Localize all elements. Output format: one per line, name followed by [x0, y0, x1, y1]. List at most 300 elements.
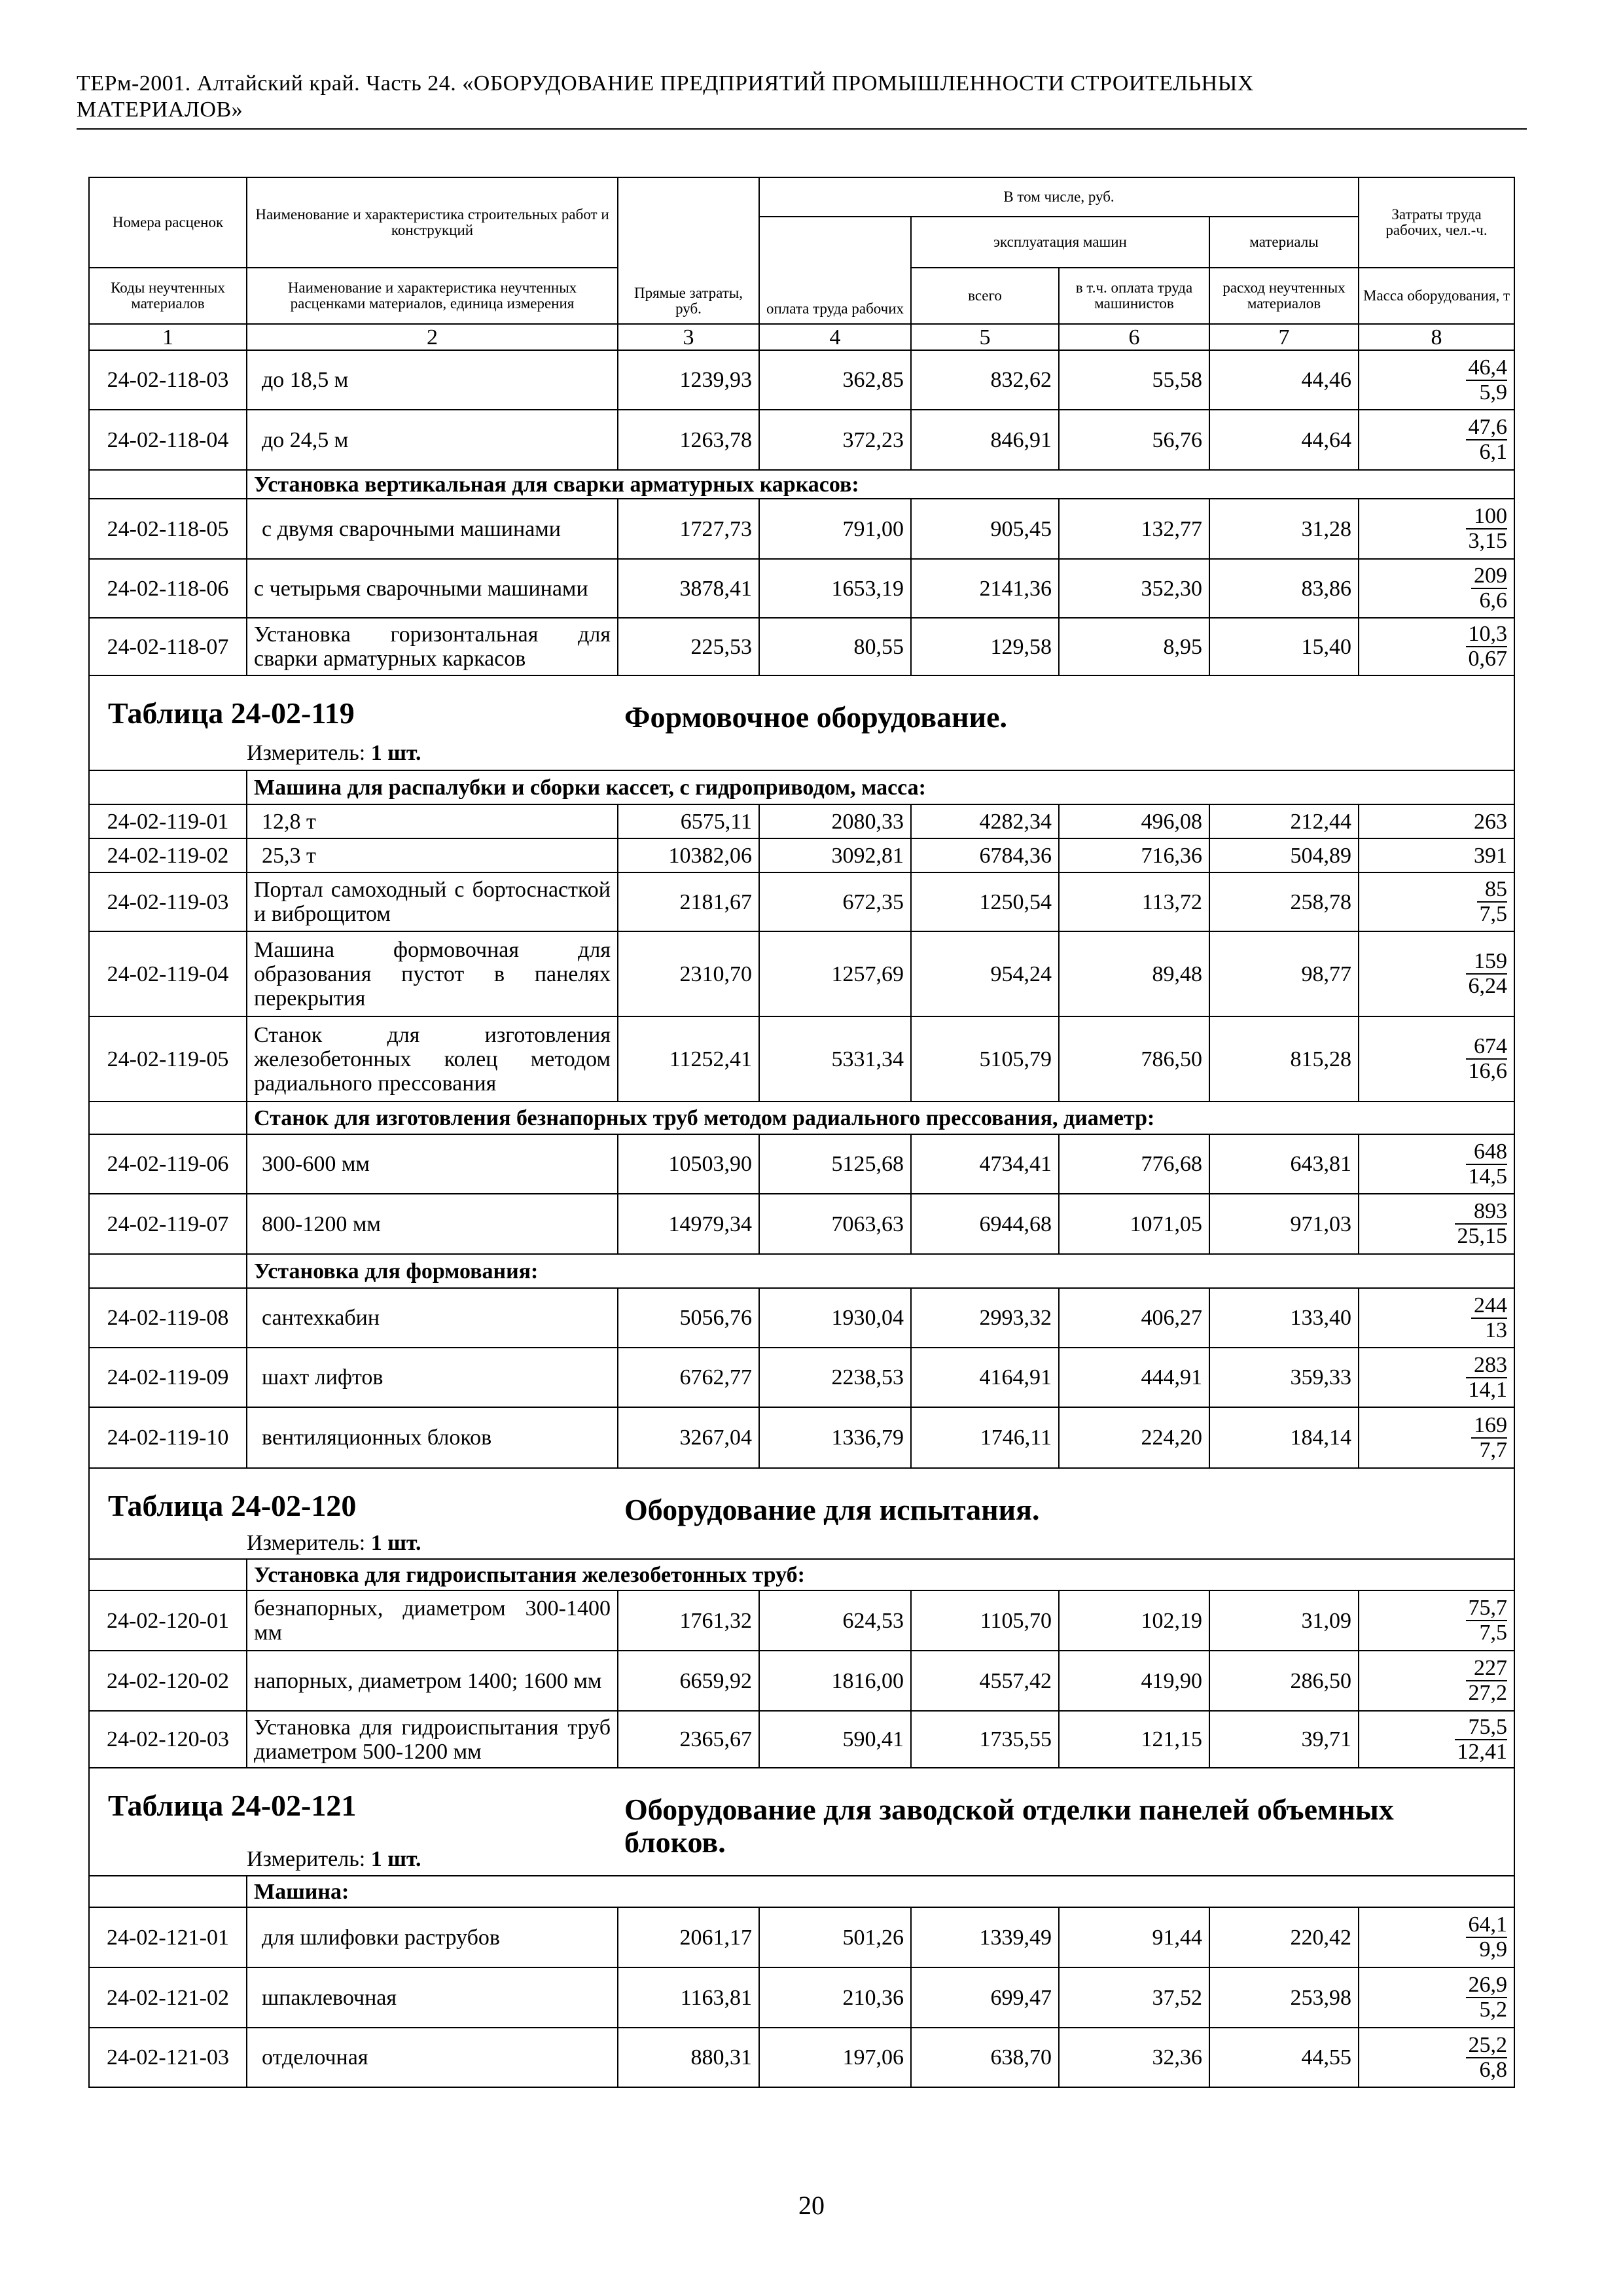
rate-name	[247, 1288, 618, 1348]
worker-pay: 197,06	[759, 2028, 911, 2087]
fraction	[1466, 416, 1508, 464]
labor-over-mass	[1359, 410, 1514, 470]
labor-over-mass	[1359, 1134, 1514, 1194]
table-heading-wrap	[90, 1469, 1514, 1528]
table-row	[89, 931, 1514, 1016]
rate-code: 24-02-119-09	[89, 1348, 247, 1407]
worker-pay: 2238,53	[759, 1348, 911, 1407]
equipment-mass: 7,7	[1479, 1437, 1508, 1462]
machine-total: 2141,36	[911, 559, 1059, 618]
fraction	[1466, 1354, 1508, 1402]
labor-costs: 159	[1466, 950, 1508, 975]
direct-cost: 14979,34	[618, 1194, 759, 1254]
machine-total: 4164,91	[911, 1348, 1059, 1407]
direct-cost: 1727,73	[618, 499, 759, 559]
labor-costs: 648	[1466, 1140, 1508, 1165]
materials-cost: 44,64	[1209, 410, 1359, 470]
table-row	[89, 618, 1514, 675]
fraction	[1466, 505, 1508, 553]
table-row	[89, 872, 1514, 931]
col-number: 2	[247, 324, 618, 350]
table-row	[89, 1407, 1514, 1468]
fraction	[1471, 1294, 1507, 1342]
driver-pay: 102,19	[1059, 1590, 1209, 1651]
rate-name	[247, 1348, 618, 1407]
direct-cost: 10503,90	[618, 1134, 759, 1194]
driver-pay: 55,58	[1059, 350, 1209, 410]
document-header	[77, 71, 1527, 123]
rate-code: 24-02-120-01	[89, 1590, 247, 1651]
worker-pay: 1930,04	[759, 1288, 911, 1348]
materials-cost: 286,50	[1209, 1651, 1359, 1711]
table-row	[89, 1348, 1514, 1407]
driver-pay: 121,15	[1059, 1711, 1209, 1768]
machine-total: 2993,32	[911, 1288, 1059, 1348]
table-heading-row	[89, 1468, 1514, 1528]
table-title: Оборудование для заводской отделки панелей объемных блоков.	[624, 1793, 1394, 1859]
rate-name-text: Установка для гидроиспытания труб диаметром 500-1200 мм	[254, 1715, 611, 1764]
rate-name-text: 12,8 т	[262, 809, 316, 834]
labor-costs: 25,2	[1466, 2034, 1508, 2058]
worker-pay: 1257,69	[759, 931, 911, 1016]
equipment-mass: 14,5	[1468, 1164, 1508, 1189]
labor-costs: 169	[1471, 1414, 1507, 1439]
materials-cost: 359,33	[1209, 1348, 1359, 1407]
table-row	[89, 1967, 1514, 2028]
direct-cost: 6659,92	[618, 1651, 759, 1711]
materials-cost: 971,03	[1209, 1194, 1359, 1254]
rate-name-text: 800-1200 мм	[262, 1211, 381, 1236]
rate-name	[247, 1194, 618, 1254]
direct-cost: 225,53	[618, 618, 759, 675]
direct-cost: 1163,81	[618, 1967, 759, 2028]
worker-pay: 1816,00	[759, 1651, 911, 1711]
rate-code: 24-02-118-06	[89, 559, 247, 618]
table-row	[89, 2028, 1514, 2087]
labor-over-mass	[1359, 1590, 1514, 1651]
rate-name-text: сантехкабин	[262, 1306, 380, 1330]
driver-pay: 776,68	[1059, 1134, 1209, 1194]
table-row	[89, 1711, 1514, 1768]
table-heading	[89, 675, 1514, 736]
rate-code: 24-02-121-03	[89, 2028, 247, 2087]
subheading-blank	[89, 1254, 247, 1288]
machine-total: 1250,54	[911, 872, 1059, 931]
measure-label: Измеритель:	[247, 1531, 366, 1555]
table-row	[89, 1194, 1514, 1254]
table-row	[89, 499, 1514, 559]
fraction	[1466, 1035, 1508, 1083]
equipment-mass: 12,41	[1457, 1739, 1508, 1764]
labor-over-mass	[1359, 559, 1514, 618]
equipment-mass: 0,67	[1468, 647, 1508, 671]
labor-costs: 674	[1466, 1035, 1508, 1060]
rate-code: 24-02-119-05	[89, 1016, 247, 1102]
machine-total: 1339,49	[911, 1907, 1059, 1967]
col-unaccounted-consumption: расход неучтенных материалов	[1209, 268, 1359, 324]
materials-cost: 15,40	[1209, 618, 1359, 675]
machine-total: 4282,34	[911, 804, 1059, 838]
worker-pay: 590,41	[759, 1711, 911, 1768]
labor-over-mass	[1359, 1016, 1514, 1102]
direct-cost: 1263,78	[618, 410, 759, 470]
measure-value: 1 шт.	[370, 741, 421, 765]
labor-costs: 85	[1477, 878, 1508, 903]
subheading-blank	[89, 470, 247, 499]
labor-costs: 64,1	[1466, 1913, 1508, 1938]
col-materials: материалы	[1209, 217, 1359, 268]
subheading: Машина для распалубки и сборки кассет, с гидроприводом, масса:	[247, 770, 1514, 804]
driver-pay: 444,91	[1059, 1348, 1209, 1407]
subheading-blank	[89, 1559, 247, 1590]
rate-code: 24-02-120-02	[89, 1651, 247, 1711]
labor-over-mass	[1359, 1348, 1514, 1407]
labor-costs: 227	[1466, 1657, 1508, 1681]
rate-name-text: Установка горизонтальная для сварки арматурных каркасов	[254, 622, 611, 671]
col-incl-driver-pay: в т.ч. оплата труда машинистов	[1059, 268, 1209, 324]
machine-total: 699,47	[911, 1967, 1059, 2028]
direct-cost: 10382,06	[618, 838, 759, 872]
subheading-row	[89, 1876, 1514, 1907]
table-row	[89, 1134, 1514, 1194]
fraction	[1466, 1973, 1508, 2022]
labor-costs: 47,6	[1466, 416, 1508, 440]
driver-pay: 406,27	[1059, 1288, 1209, 1348]
rate-name-text: с четырьмя сварочными машинами	[254, 576, 588, 601]
machine-total: 4734,41	[911, 1134, 1059, 1194]
rate-code: 24-02-119-01	[89, 804, 247, 838]
machine-total: 846,91	[911, 410, 1059, 470]
equipment-mass: 6,1	[1479, 440, 1508, 464]
rate-code: 24-02-119-02	[89, 838, 247, 872]
subheading: Установка для гидроиспытания железобетонных труб:	[247, 1559, 1514, 1590]
rate-name	[247, 559, 618, 618]
equipment-mass: 6,8	[1479, 2057, 1508, 2082]
subheading-blank	[89, 1102, 247, 1134]
subheading: Станок для изготовления безнапорных труб методом радиального прессования, диаметр:	[247, 1102, 1514, 1134]
rate-name-text: Машина формовочная для образования пустот в панелях перекрытия	[254, 937, 611, 1011]
table-title: Оборудование для испытания.	[624, 1493, 1040, 1526]
rate-name	[247, 499, 618, 559]
materials-cost: 258,78	[1209, 872, 1359, 931]
worker-pay: 5331,34	[759, 1016, 911, 1102]
materials-cost: 253,98	[1209, 1967, 1359, 2028]
subheading-row	[89, 470, 1514, 499]
labor-costs: 244	[1471, 1294, 1507, 1319]
rate-name-text: для шлифовки раструбов	[262, 1925, 500, 1950]
machine-total: 1746,11	[911, 1407, 1059, 1468]
fraction	[1466, 1596, 1508, 1645]
subheading-row	[89, 1102, 1514, 1134]
equipment-mass: 13	[1485, 1318, 1508, 1342]
worker-pay: 80,55	[759, 618, 911, 675]
equipment-mass: 7,5	[1479, 1621, 1508, 1645]
table-row	[89, 804, 1514, 838]
rate-code: 24-02-119-08	[89, 1288, 247, 1348]
fraction	[1477, 878, 1508, 926]
equipment-mass: 6,24	[1468, 974, 1508, 998]
table-label: Таблица 24-02-121	[108, 1789, 357, 1822]
fraction	[1471, 564, 1507, 613]
materials-cost: 39,71	[1209, 1711, 1359, 1768]
rate-code: 24-02-118-07	[89, 618, 247, 675]
machine-total: 905,45	[911, 499, 1059, 559]
labor-over-mass	[1359, 350, 1514, 410]
machine-total: 129,58	[911, 618, 1059, 675]
table-row	[89, 1907, 1514, 1967]
subheading: Установка вертикальная для сварки арматурных каркасов:	[247, 470, 1514, 499]
table-row	[89, 1590, 1514, 1651]
rate-name-text: до 24,5 м	[262, 427, 349, 452]
materials-cost: 31,28	[1209, 499, 1359, 559]
machine-total: 5105,79	[911, 1016, 1059, 1102]
labor-costs: 283	[1466, 1354, 1508, 1378]
materials-cost: 643,81	[1209, 1134, 1359, 1194]
labor-over-mass	[1359, 1407, 1514, 1468]
rate-name	[247, 1711, 618, 1768]
materials-cost: 504,89	[1209, 838, 1359, 872]
rate-code: 24-02-119-10	[89, 1407, 247, 1468]
table-row	[89, 838, 1514, 872]
rate-name	[247, 1134, 618, 1194]
measure-label: Измеритель:	[247, 741, 366, 765]
driver-pay: 224,20	[1059, 1407, 1209, 1468]
rate-code: 24-02-120-03	[89, 1711, 247, 1768]
machine-total: 638,70	[911, 2028, 1059, 2087]
labor-costs: 46,4	[1466, 356, 1508, 381]
labor-over-mass	[1359, 872, 1514, 931]
driver-pay: 132,77	[1059, 499, 1209, 559]
rate-code: 24-02-118-03	[89, 350, 247, 410]
driver-pay: 786,50	[1059, 1016, 1209, 1102]
rate-name	[247, 838, 618, 872]
col-work-name: Наименование и характеристика строительных работ и конструкций	[247, 177, 618, 268]
equipment-mass: 9,9	[1479, 1937, 1508, 1962]
col-total: всего	[911, 268, 1059, 324]
worker-pay: 791,00	[759, 499, 911, 559]
header-rule	[77, 128, 1527, 130]
worker-pay: 3092,81	[759, 838, 911, 872]
rate-name-text: до 18,5 м	[262, 368, 349, 392]
rate-name	[247, 804, 618, 838]
machine-total: 4557,42	[911, 1651, 1059, 1711]
equipment-mass: 14,1	[1468, 1377, 1508, 1402]
col-in-total: В том числе, руб.	[759, 177, 1359, 217]
driver-pay: 89,48	[1059, 931, 1209, 1016]
direct-cost: 2365,67	[618, 1711, 759, 1768]
measure-value: 1 шт.	[370, 1531, 421, 1555]
worker-pay: 7063,63	[759, 1194, 911, 1254]
table-row	[89, 1651, 1514, 1711]
col-machine-operation: эксплуатация машин	[911, 217, 1209, 268]
equipment-mass: 5,2	[1479, 1998, 1508, 2022]
rate-name	[247, 410, 618, 470]
fraction	[1466, 356, 1508, 404]
materials-cost: 44,46	[1209, 350, 1359, 410]
measure-value: 1 шт.	[370, 1847, 421, 1871]
subheading-blank	[89, 1876, 247, 1907]
worker-pay: 501,26	[759, 1907, 911, 1967]
labor-over-mass	[1359, 1651, 1514, 1711]
subheading-row	[89, 770, 1514, 804]
direct-cost: 11252,41	[618, 1016, 759, 1102]
fraction	[1466, 950, 1508, 998]
subheading: Машина:	[247, 1876, 1514, 1907]
equipment-mass: 6,6	[1479, 588, 1508, 613]
labor-over-mass	[1359, 931, 1514, 1016]
col-number: 3	[618, 324, 759, 350]
equipment-mass: 7,5	[1479, 902, 1508, 926]
rate-name-text: отделочная	[262, 2045, 368, 2070]
worker-pay: 362,85	[759, 350, 911, 410]
table-row	[89, 410, 1514, 470]
rate-name-text: 300-600 мм	[262, 1152, 370, 1176]
materials-cost: 220,42	[1209, 1907, 1359, 1967]
materials-cost: 212,44	[1209, 804, 1359, 838]
driver-pay: 1071,05	[1059, 1194, 1209, 1254]
machine-total: 832,62	[911, 350, 1059, 410]
rate-name-text: 25,3 т	[262, 843, 316, 868]
rate-code: 24-02-119-07	[89, 1194, 247, 1254]
materials-cost: 133,40	[1209, 1288, 1359, 1348]
equipment-mass: 263	[1359, 804, 1514, 838]
materials-cost: 98,77	[1209, 931, 1359, 1016]
equipment-mass: 5,9	[1479, 380, 1508, 404]
table-row	[89, 1016, 1514, 1102]
driver-pay: 352,30	[1059, 559, 1209, 618]
worker-pay: 372,23	[759, 410, 911, 470]
fraction	[1455, 1715, 1508, 1764]
table-heading-row	[89, 675, 1514, 736]
rate-name-text: напорных, диаметром 1400; 1600 мм	[254, 1668, 602, 1693]
measure-row	[89, 736, 1514, 770]
labor-costs: 100	[1466, 505, 1508, 529]
table-heading-row	[89, 1768, 1514, 1843]
labor-costs: 10,3	[1466, 622, 1508, 647]
header-line-1: ТЕРм-2001. Алтайский край. Часть 24. «ОБОРУДОВАНИЕ ПРЕДПРИЯТИЙ ПРОМЫШЛЕННОСТИ СТРОИТЕЛЬНЫХ	[77, 71, 1254, 96]
driver-pay: 56,76	[1059, 410, 1209, 470]
table-heading-wrap	[90, 676, 1514, 736]
col-number: 5	[911, 324, 1059, 350]
labor-costs: 75,7	[1466, 1596, 1508, 1621]
machine-total: 1735,55	[911, 1711, 1059, 1768]
materials-cost: 815,28	[1209, 1016, 1359, 1102]
col-labor-costs: Затраты труда рабочих, чел.-ч.	[1359, 177, 1514, 268]
rate-name	[247, 1407, 618, 1468]
col-unaccounted-codes: Коды неучтенных материалов	[89, 268, 247, 324]
rate-code: 24-02-118-04	[89, 410, 247, 470]
materials-cost: 83,86	[1209, 559, 1359, 618]
measure-unit	[89, 736, 1514, 770]
machine-total: 1105,70	[911, 1590, 1059, 1651]
worker-pay: 1336,79	[759, 1407, 911, 1468]
materials-cost: 184,14	[1209, 1407, 1359, 1468]
driver-pay: 113,72	[1059, 872, 1209, 931]
direct-cost: 6575,11	[618, 804, 759, 838]
rate-code: 24-02-121-02	[89, 1967, 247, 2028]
rate-name	[247, 618, 618, 675]
labor-over-mass	[1359, 2028, 1514, 2087]
equipment-mass: 25,15	[1457, 1224, 1508, 1248]
labor-over-mass	[1359, 1907, 1514, 1967]
table-row	[89, 350, 1514, 410]
driver-pay: 8,95	[1059, 618, 1209, 675]
column-header-row-1	[89, 177, 1514, 217]
rate-code: 24-02-119-04	[89, 931, 247, 1016]
worker-pay: 1653,19	[759, 559, 911, 618]
rate-name	[247, 872, 618, 931]
col-worker-pay: оплата труда рабочих	[759, 217, 911, 324]
fraction	[1466, 2034, 1508, 2082]
direct-cost: 5056,76	[618, 1288, 759, 1348]
direct-cost: 2310,70	[618, 931, 759, 1016]
worker-pay: 210,36	[759, 1967, 911, 2028]
machine-total: 6944,68	[911, 1194, 1059, 1254]
direct-cost: 1239,93	[618, 350, 759, 410]
col-number: 8	[1359, 324, 1514, 350]
col-number: 7	[1209, 324, 1359, 350]
col-number: 1	[89, 324, 247, 350]
equipment-mass: 3,15	[1468, 529, 1508, 553]
labor-costs: 893	[1455, 1200, 1508, 1225]
col-unaccounted-name: Наименование и характеристика неучтенных расценками материалов, единица измерения	[247, 268, 618, 324]
driver-pay: 32,36	[1059, 2028, 1209, 2087]
equipment-mass: 391	[1359, 838, 1514, 872]
fraction	[1471, 1414, 1507, 1462]
rate-name	[247, 1590, 618, 1651]
table-label: Таблица 24-02-119	[108, 696, 355, 730]
worker-pay: 624,53	[759, 1590, 911, 1651]
rate-name	[247, 1967, 618, 2028]
machine-total: 6784,36	[911, 838, 1059, 872]
labor-over-mass	[1359, 1288, 1514, 1348]
measure-row	[89, 1528, 1514, 1559]
col-number: 4	[759, 324, 911, 350]
measure-label: Измеритель:	[247, 1847, 366, 1871]
machine-total: 954,24	[911, 931, 1059, 1016]
equipment-mass: 27,2	[1468, 1681, 1508, 1705]
rate-code: 24-02-119-06	[89, 1134, 247, 1194]
subheading: Установка для формования:	[247, 1254, 1514, 1288]
labor-costs: 26,9	[1466, 1973, 1508, 1998]
subheading-blank	[89, 770, 247, 804]
subheading-row	[89, 1254, 1514, 1288]
rate-name	[247, 1907, 618, 1967]
rate-name-text: с двумя сварочными машинами	[262, 516, 561, 541]
column-number-row	[89, 324, 1514, 350]
driver-pay: 91,44	[1059, 1907, 1209, 1967]
rate-name-text: шпаклевочная	[262, 1985, 397, 2010]
fraction	[1466, 622, 1508, 671]
table-heading	[89, 1468, 1514, 1528]
labor-costs: 209	[1471, 564, 1507, 589]
direct-cost: 2061,17	[618, 1907, 759, 1967]
col-rate-numbers: Номера расценок	[89, 177, 247, 268]
table-title: Формовочное оборудование.	[624, 700, 1008, 734]
labor-over-mass	[1359, 1967, 1514, 2028]
col-direct-costs: Прямые затраты, руб.	[618, 177, 759, 324]
materials-cost: 31,09	[1209, 1590, 1359, 1651]
rate-name-text: вентиляционных блоков	[262, 1426, 492, 1450]
driver-pay: 419,90	[1059, 1651, 1209, 1711]
header-line-2: МАТЕРИАЛОВ»	[77, 98, 243, 122]
page-number: 20	[798, 2191, 825, 2220]
equipment-mass: 16,6	[1468, 1059, 1508, 1083]
worker-pay: 5125,68	[759, 1134, 911, 1194]
rate-name-text: шахт лифтов	[262, 1365, 383, 1390]
rate-name-text: безнапорных, диаметром 300-1400 мм	[254, 1596, 611, 1645]
rate-name	[247, 1016, 618, 1102]
